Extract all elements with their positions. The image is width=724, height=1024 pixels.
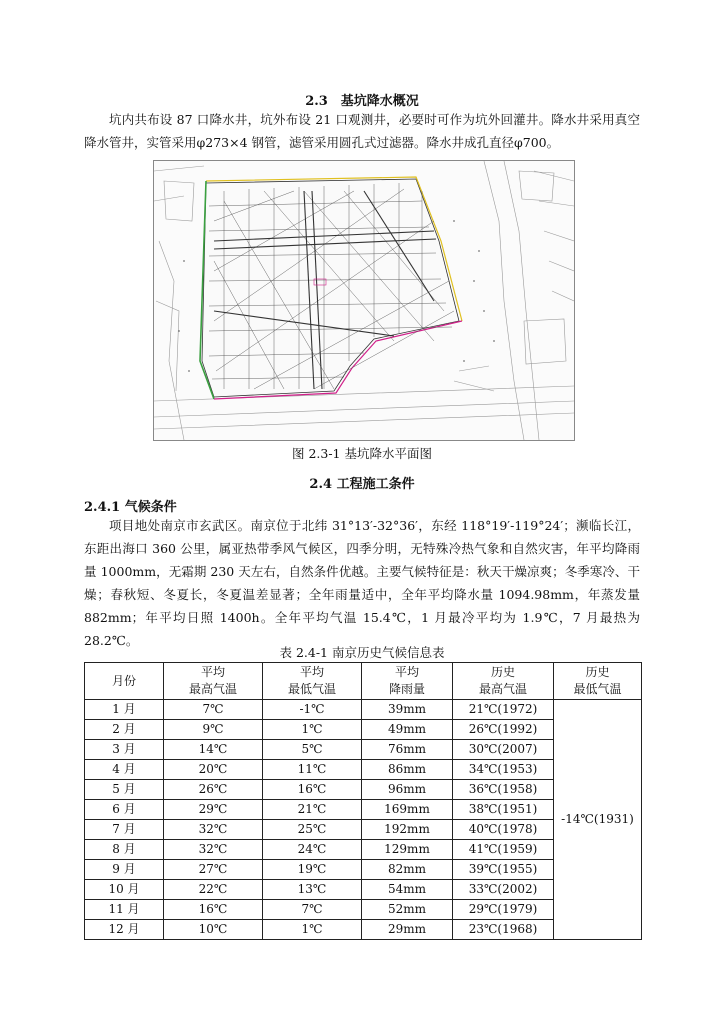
cell-avg-low: 5℃: [263, 740, 362, 760]
cell-record-high: 29℃(1979): [453, 900, 554, 920]
cell-avg-low: 1℃: [263, 920, 362, 940]
cell-avg-rain: 52mm: [362, 900, 453, 920]
cell-avg-high: 9℃: [164, 720, 263, 740]
cell-avg-rain: 49mm: [362, 720, 453, 740]
cell-record-high: 33℃(2002): [453, 880, 554, 900]
cell-month: 1 月: [85, 700, 164, 720]
cell-record-high: 34℃(1953): [453, 760, 554, 780]
cell-avg-low: 1℃: [263, 720, 362, 740]
header-avg-low: 平均 最低气温: [263, 663, 362, 700]
cell-month: 4 月: [85, 760, 164, 780]
cell-avg-rain: 29mm: [362, 920, 453, 940]
cell-avg-low: 25℃: [263, 820, 362, 840]
cell-avg-high: 10℃: [164, 920, 263, 940]
cell-avg-rain: 82mm: [362, 860, 453, 880]
cell-record-high: 30℃(2007): [453, 740, 554, 760]
cell-record-high: 26℃(1992): [453, 720, 554, 740]
section-2-3-heading: 2.3 基坑降水概况: [305, 94, 419, 109]
cell-avg-high: 7℃: [164, 700, 263, 720]
cell-month: 5 月: [85, 780, 164, 800]
cell-avg-rain: 129mm: [362, 840, 453, 860]
cell-avg-rain: 96mm: [362, 780, 453, 800]
cell-record-high: 38℃(1951): [453, 800, 554, 820]
cell-month: 9 月: [85, 860, 164, 880]
cell-month: 11 月: [85, 900, 164, 920]
cell-month: 10 月: [85, 880, 164, 900]
table-caption: 表 2.4-1 南京历史气候信息表: [279, 645, 445, 660]
cell-month: 8 月: [85, 840, 164, 860]
cell-record-high: 40℃(1978): [453, 820, 554, 840]
cell-avg-high: 27℃: [164, 860, 263, 880]
table-header-row: [85, 663, 642, 700]
dewatering-description: 坑内共布设 87 口降水井，坑外布设 21 口观测井，必要时可作为坑外回灌井。降水井采用真空降水管井，实管采用φ273×4 钢管，滤管采用圆孔式过滤器。降水井成孔直径φ700。: [84, 112, 640, 150]
cell-month: 12 月: [85, 920, 164, 940]
cell-avg-high: 32℃: [164, 820, 263, 840]
climate-table: [84, 662, 642, 940]
dewatering-plan-figure: [153, 160, 575, 441]
cell-avg-low: 13℃: [263, 880, 362, 900]
cell-month: 7 月: [85, 820, 164, 840]
cell-avg-rain: 39mm: [362, 700, 453, 720]
cell-avg-high: 29℃: [164, 800, 263, 820]
cell-avg-rain: 76mm: [362, 740, 453, 760]
header-avg-high: 平均 最高气温: [164, 663, 263, 700]
cell-avg-rain: 86mm: [362, 760, 453, 780]
section-2-3-paragraph: [84, 108, 640, 154]
section-2-4-heading: 2.4 工程施工条件: [309, 477, 415, 492]
cell-avg-low: -1℃: [263, 700, 362, 720]
section-2-4-1-heading: 2.4.1 气候条件: [84, 500, 177, 515]
cell-avg-low: 21℃: [263, 800, 362, 820]
cell-avg-high: 22℃: [164, 880, 263, 900]
cell-record-high: 41℃(1959): [453, 840, 554, 860]
header-record-high: 历史 最高气温: [453, 663, 554, 700]
cell-record-high: 36℃(1958): [453, 780, 554, 800]
cell-avg-low: 24℃: [263, 840, 362, 860]
cell-avg-high: 20℃: [164, 760, 263, 780]
cell-avg-high: 32℃: [164, 840, 263, 860]
cell-record-high: 23℃(1968): [453, 920, 554, 940]
cell-record-low-all: -14℃(1931): [554, 700, 642, 940]
cell-avg-rain: 54mm: [362, 880, 453, 900]
excavation-boundary: [200, 177, 462, 399]
dewatering-plan-drawing: [154, 161, 574, 440]
cell-month: 2 月: [85, 720, 164, 740]
cell-avg-high: 14℃: [164, 740, 263, 760]
cell-avg-high: 16℃: [164, 900, 263, 920]
header-record-low: 历史 最低气温: [554, 663, 642, 700]
cell-record-high: 39℃(1955): [453, 860, 554, 880]
header-month: 月份: [85, 663, 164, 700]
cell-avg-low: 11℃: [263, 760, 362, 780]
table-row: [85, 700, 642, 720]
climate-description: 项目地处南京市玄武区。南京位于北纬 31°13′-32°36′，东经 118°19′-119°24′；濒临长江，东距出海口 360 公里，属亚热带季风气候区，四季分明，无特殊冷热气象和自然灾害，年平均降雨量 1000mm，无霜期 230 天左右，自然条件优越。主要气候特征是：秋天干燥凉爽；冬季寒冷、干燥；春秋短、冬夏长，冬夏温差显著；全年雨量适中，全年平均降水量 1094.98mm，年蒸发量 882mm；年平均日照 1400h。全年平均气温 15.4℃，1 月最冷平均为 1.9℃，7 月最热为 28.2℃。: [84, 518, 640, 648]
cell-avg-low: 19℃: [263, 860, 362, 880]
cell-month: 3 月: [85, 740, 164, 760]
cell-record-high: 21℃(1972): [453, 700, 554, 720]
cell-avg-low: 7℃: [263, 900, 362, 920]
cell-avg-rain: 169mm: [362, 800, 453, 820]
figure-caption: 图 2.3-1 基坑降水平面图: [291, 446, 432, 461]
table-body: [85, 700, 642, 940]
header-avg-rain: 平均 降雨量: [362, 663, 453, 700]
cell-avg-rain: 192mm: [362, 820, 453, 840]
cell-avg-high: 26℃: [164, 780, 263, 800]
cell-month: 6 月: [85, 800, 164, 820]
cell-avg-low: 16℃: [263, 780, 362, 800]
climate-paragraph-block: [84, 514, 640, 652]
